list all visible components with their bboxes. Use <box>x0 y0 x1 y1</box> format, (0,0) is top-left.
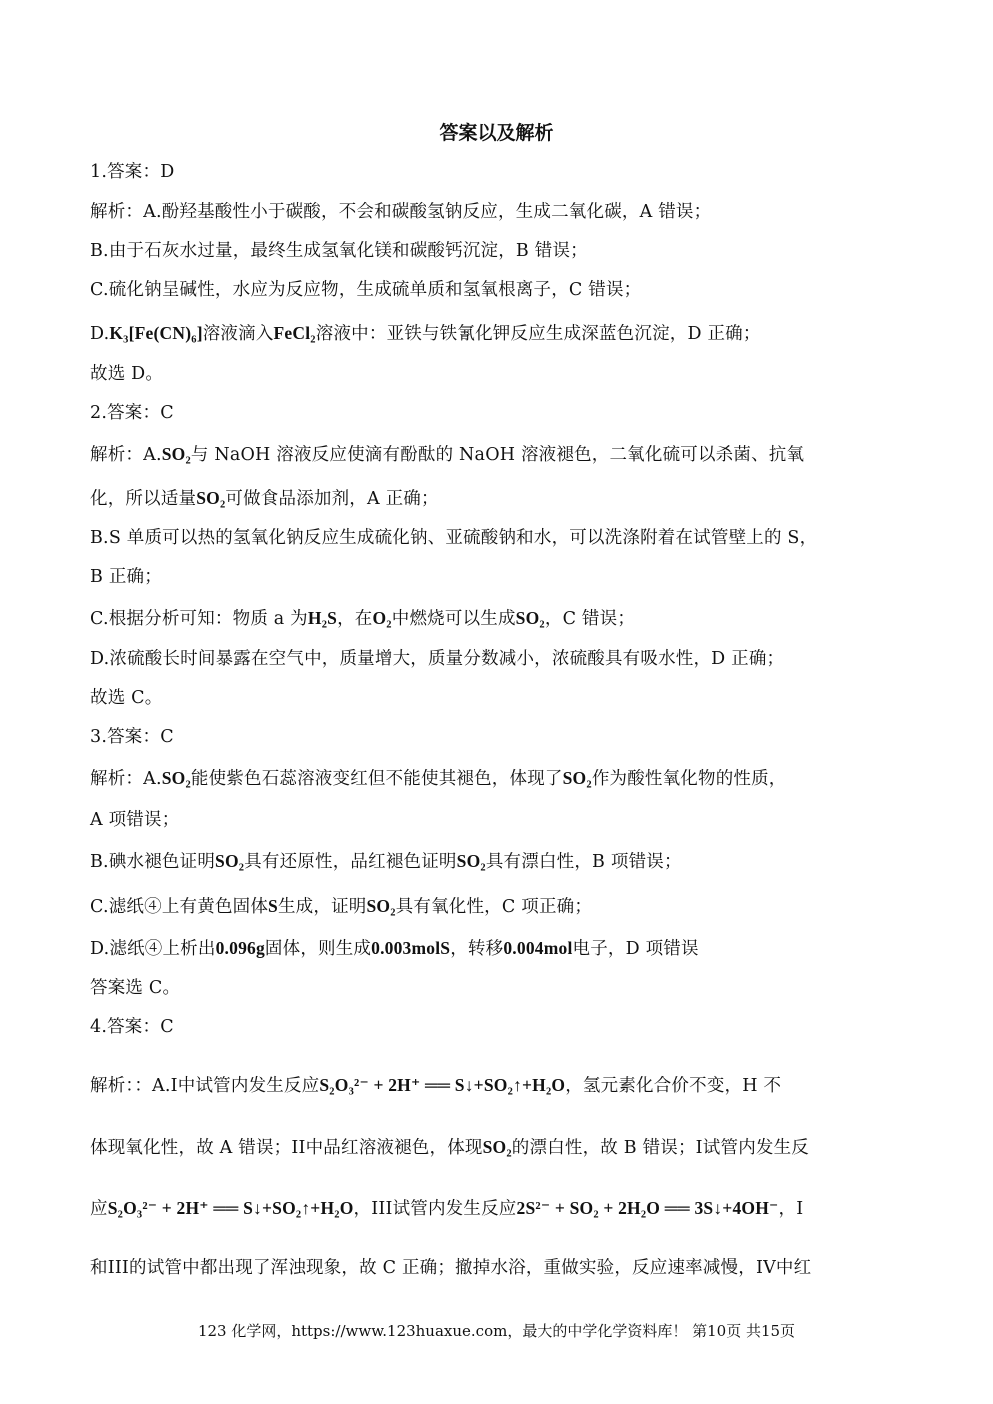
q1-answer: 1.答案：D <box>90 162 175 182</box>
text: 可做食品添加剂，A 正确； <box>225 489 439 509</box>
q3-analysis-a-line2: A 项错误； <box>90 810 180 830</box>
text: ，氢元素化合价不变，H 不 <box>565 1076 782 1096</box>
text: B.碘水褪色证明 <box>90 852 216 872</box>
text: ，C 错误； <box>544 609 636 629</box>
formula-so2: SO₂ <box>161 444 191 464</box>
text: 的漂白性，故 B 错误；I试管内发生反 <box>511 1138 809 1158</box>
formula-o2: O₂ <box>372 608 392 628</box>
text: 与 NaOH 溶液反应使滴有酚酞的 NaOH 溶液褪色，二氧化硫可以杀菌、抗氧 <box>190 445 805 465</box>
q2-analysis-a-line2 <box>90 485 905 512</box>
formula-s: S <box>268 896 278 916</box>
q4-analysis-line2 <box>90 1134 905 1161</box>
text: 溶液滴入 <box>202 324 274 344</box>
text: 解析：A. <box>90 769 162 789</box>
q4-answer: 4.答案：C <box>90 1017 174 1037</box>
q2-analysis-a-line1 <box>90 441 905 468</box>
formula-so2: SO₂ <box>515 608 545 628</box>
q3-answer: 3.答案：C <box>90 727 174 747</box>
q3-analysis-c <box>90 893 905 920</box>
equation-sulfide: 2S²⁻ + SO₂ + 2H₂O ══ 3S↓+4OH⁻ <box>516 1198 779 1218</box>
q3-analysis-d <box>90 935 905 962</box>
text: 解析：A. <box>90 445 162 465</box>
page-title: 答案以及解析 <box>439 122 554 144</box>
formula-so2: SO₂ <box>366 896 396 916</box>
circled-four-icon: ④ <box>144 939 163 959</box>
text: 化，所以适量 <box>90 489 197 509</box>
text: 具有氧化性，C 项正确； <box>395 897 593 917</box>
text: ，在 <box>337 609 373 629</box>
q2-analysis-b-line1: B.S 单质可以热的氢氧化钠反应生成硫化钠、亚硫酸钠和水，可以洗涤附着在试管壁上的 S， <box>90 528 818 548</box>
q2-analysis-d: D.浓硫酸长时间暴露在空气中，质量增大，质量分数减小，浓硫酸具有吸水性，D 正确； <box>90 649 785 669</box>
equation-thiosulfate: S₂O₃²⁻ + 2H⁺ ══ S↓+SO₂↑+H₂O <box>107 1198 354 1218</box>
formula-fecl2: FeCl₂ <box>273 323 316 343</box>
q1-analysis-a: 解析：A.酚羟基酸性小于碳酸，不会和碳酸氢钠反应，生成二氧化碳，A 错误； <box>90 202 712 222</box>
text: 固体，则生成 <box>264 939 372 959</box>
text: 具有漂白性，B 项错误； <box>485 852 682 872</box>
text: 解析：：A.I中试管内发生反应 <box>90 1076 320 1096</box>
q2-analysis-c <box>90 605 905 632</box>
q3-analysis-b <box>90 848 905 875</box>
text: 生成，证明 <box>277 897 367 917</box>
text: C.根据分析可知：物质 a 为 <box>90 609 308 629</box>
formula-so2: SO₂ <box>196 488 226 508</box>
text: 上析出 <box>162 939 216 959</box>
text: ，I <box>778 1199 804 1219</box>
q4-analysis-line1 <box>90 1072 905 1099</box>
formula-h2s: H₂S <box>307 608 338 628</box>
formula-so2: SO₂ <box>161 768 191 788</box>
text: 体现氧化性，故 A 错误；II中品红溶液褪色，体现 <box>90 1138 483 1158</box>
text: 作为酸性氧化物的性质， <box>591 769 787 789</box>
value-mol-s: 0.003molS <box>371 938 451 958</box>
text: 电子，D 项错误 <box>572 939 699 959</box>
circled-four-icon: ④ <box>144 897 162 917</box>
text: ，III试管内发生反应 <box>353 1199 517 1219</box>
formula-so2: SO₂ <box>456 851 486 871</box>
text: D.滤纸 <box>90 939 145 959</box>
text: 能使紫色石蕊溶液变红但不能使其褪色，体现了 <box>190 769 563 789</box>
text: D. <box>90 324 110 344</box>
text: 应 <box>90 1199 108 1219</box>
formula-so2: SO₂ <box>215 851 245 871</box>
formula-k3fecn6: K₃[Fe(CN)₆] <box>109 323 203 343</box>
text: 溶液中：亚铁与铁氰化钾反应生成深蓝色沉淀，D 正确； <box>315 324 761 344</box>
q3-analysis-a-line1 <box>90 765 905 792</box>
text: 具有还原性，品红褪色证明 <box>244 852 457 872</box>
q1-analysis-d <box>90 320 905 347</box>
formula-so2: SO₂ <box>482 1137 512 1157</box>
value-mass: 0.096g <box>215 938 265 958</box>
text: C.滤纸 <box>90 897 145 917</box>
q3-conclusion: 答案选 C。 <box>90 978 181 998</box>
text: 上有黄色固体 <box>161 897 269 917</box>
q1-conclusion: 故选 D。 <box>90 364 164 384</box>
q4-analysis-line3 <box>90 1195 905 1222</box>
text: ，转移 <box>450 939 504 959</box>
text: 中燃烧可以生成 <box>391 609 516 629</box>
equation-thiosulfate: S₂O₃²⁻ + 2H⁺ ══ S↓+SO₂↑+H₂O <box>319 1075 566 1095</box>
q4-analysis-line4: 和III的试管中都出现了浑浊现象，故 C 正确；撤掉水浴，重做实验，反应速率减慢，IV中红 <box>90 1258 812 1278</box>
q2-answer: 2.答案：C <box>90 403 174 423</box>
value-mol-e: 0.004mol <box>503 938 573 958</box>
q2-conclusion: 故选 C。 <box>90 688 163 708</box>
formula-so2: SO₂ <box>562 768 592 788</box>
page-footer: 123 化学网，https://www.123huaxue.com，最大的中学化学资料库！ 第10页 共15页 <box>197 1322 796 1340</box>
q2-analysis-b-line2: B 正确； <box>90 567 162 587</box>
q1-analysis-c: C.硫化钠呈碱性，水应为反应物，生成硫单质和氢氧根离子，C 错误； <box>90 280 642 300</box>
q1-analysis-b: B.由于石灰水过量，最终生成氢氧化镁和碳酸钙沉淀，B 错误； <box>90 241 588 261</box>
